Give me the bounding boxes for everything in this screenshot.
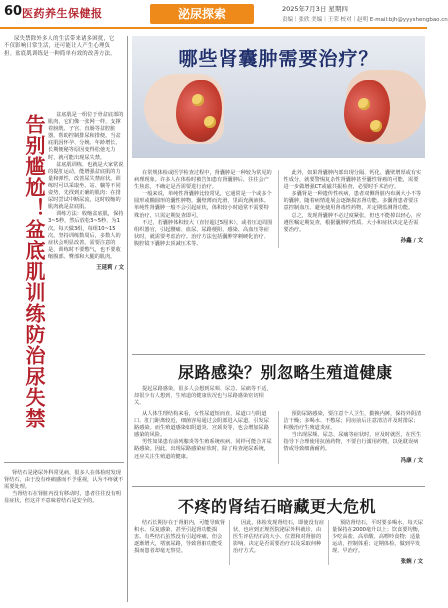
page-number: 60 <box>4 4 23 19</box>
left-headline: 告别尴尬！盆底肌训练防治尿失禁 <box>22 114 46 429</box>
article3-headline: 不疼的肾结石暗藏更大危机 <box>178 497 377 516</box>
left-article <box>4 36 124 460</box>
left-body <box>48 112 124 271</box>
paragraph: 预防肾结石，平时要多喝水，每天尿量保持在2000毫升以上；饮食要均衡，少吃高盐、高草酸、高嘌呤食物；适量运动，控制体重；定期体检，做到早发现、早治疗。 <box>332 520 424 555</box>
paragraph: 训练方法：收缩盆底肌，保持3~5秒，然后放松3~5秒，为1次。每天做3组，每组10~15次。坚持训练数周后，多数人的症状会明显改善。需要注意的是，训练时不要憋气，也不要收缩腹部、臀部和大腿的肌肉。 <box>48 211 124 260</box>
cyst-illustration <box>192 94 204 106</box>
left-intro: 尿失禁除外多人的生活带来诸多困扰，它不仅影响日常生活，还可能让人产生心理负担。盆底肌训练是一种简单有效的改善方法。 <box>4 36 116 57</box>
article2-intro: 提起尿路感染，很多人会想到尿频、尿急、尿痛等不适，却很少有人想到，生殖道的健康状况也与尿路感染密切相关。 <box>134 386 272 407</box>
kidney-illustration <box>344 80 390 142</box>
paragraph: 一般来说，单纯性肾囊肿比较常见，它通常是一个或多个圆形或椭圆形的囊性肿物，囊壁薄而光滑，里面充满液体。单纯性肾囊肿一般不会引起症状，体积较小时通常不需要特殊治疗，只需定期复查即可。 <box>134 191 272 219</box>
paragraph: 总之，发现肾囊肿不必过度紧张，但也不能掉以轻心，应遵医嘱定期复查，根据囊肿的性质、大小和症状决定是否需要治疗。 <box>283 212 422 233</box>
section-divider <box>132 486 425 487</box>
masthead-rule <box>0 27 427 29</box>
cyst-illustration <box>358 98 370 110</box>
section-divider <box>4 462 124 463</box>
masthead <box>0 0 448 34</box>
article2-headline: 尿路感染？别忽略生殖道健康 <box>178 363 393 382</box>
section-title: 泌尿探索 <box>150 4 254 24</box>
paragraph: 盆底肌训练，也就是大家常说的提肛运动，能增强盆底肌的力量和弹性，改善尿失禁症状。训练时可以采取坐、站、躺等不同姿势，先找到正确的肌肉：在排尿时尝试中断尿流，这时收缩的肌肉就是盆底肌。 <box>48 161 124 211</box>
article3-left-column <box>4 470 124 505</box>
paragraph: 当出现尿频、尿急、尿痛等症状时，应及时就医，在医生指导下合理使用抗菌药物，不要自行滥用药物，以免耽误病情或导致细菌耐药。 <box>283 432 422 453</box>
paragraph: 预防尿路感染，要注意个人卫生，勤换内裤，保持外阴清洁干燥；多喝水、不憋尿；同房前后注意清洁并及时排尿；积极治疗生殖道炎症。 <box>283 411 422 432</box>
article3-body <box>134 520 423 565</box>
paragraph: 当肾结石在肾脏内没有移动时，患者往往没有明显症状，但这并不意味着结石是安全的。 <box>4 491 121 505</box>
byline: 王延莉 / 文 <box>96 264 124 271</box>
byline: 孙鑫 / 文 <box>400 237 423 244</box>
hero-illustration <box>132 36 425 158</box>
paragraph: 男性如果患有前列腺炎等生殖系统疾病，同样可能合并尿路感染。因此，出现尿路感染症状时，除了检查泌尿系统，还应关注生殖道的健康。 <box>134 439 272 460</box>
byline: 冯康 / 文 <box>400 457 423 464</box>
paragraph: 多囊肾是一种遗传性疾病，患者双侧肾脏内布满大小不等的囊肿，随着病情进展会逐渐损害肾功能。多囊肾患者要注意控制血压、避免使用肾毒性药物，并定期监测肾功能。 <box>283 191 422 212</box>
paragraph: 在常规体检或医学检查过程中，肾囊肿是一种较为常见的病理现象。许多人在体检时被告知患有肾囊肿后，往往会产生焦虑，不确定是否需要进行治疗。 <box>134 170 272 191</box>
paragraph: 肾结石是泌尿外科常见病，很多人在体检时发现肾结石，由于没有疼痛感而不予重视，认为不疼就不需要处理。 <box>4 470 124 491</box>
section-divider <box>132 354 425 355</box>
paragraph: 盆底肌是一组位于骨盆底部的肌肉，它们像一张网一样，支撑着膀胱、子宫、直肠等盆腔脏器，帮助控制排尿和排便。当盆底肌因怀孕、分娩、年龄增长、长期便秘等原因变得松弛无力时，就可能出现尿失禁。 <box>48 112 124 161</box>
article1-headline: 哪些肾囊肿需要治疗？ <box>178 48 379 70</box>
byline: 张婉 / 文 <box>400 559 423 566</box>
cyst-illustration <box>370 120 382 132</box>
column-divider <box>127 36 128 602</box>
paragraph: 此外，如果肾囊肿内部出现分隔、钙化、囊壁增厚或有实性成分，就要警惕复杂性肾囊肿甚至囊性肾癌的可能，需要进一步做增强CT或磁共振检查，必要时手术治疗。 <box>283 170 422 191</box>
cyst-illustration <box>204 116 216 128</box>
article1-body <box>134 170 423 248</box>
kidney-illustration <box>176 80 222 142</box>
article2-body <box>134 411 423 464</box>
paragraph: 不过，若囊肿体积较大（直径超过5厘米），或者压迫周围组织器官，引起腰痛、血尿、尿路梗阻、感染、高血压等症状时，就需要考虑治疗。治疗方法包括囊肿穿刺硬化治疗、腹腔镜下囊肿去顶减压术等。 <box>134 219 273 247</box>
paragraph: 因此，体检发现肾结石，即使没有症状，也应到正规医院泌尿外科就诊，由医生评估结石的大小、位置和对肾脏的影响，决定是否需要治疗以及采取何种治疗方式。 <box>233 520 325 555</box>
paragraph: 结石长期存在于肾脏内，可能导致肾积水、反复感染，甚至引起肾功能损害。有些结石虽然没有引起疼痛，但会逐渐增大，堵塞尿路，导致肾脏功能受损而患者却毫无察觉。 <box>134 520 226 555</box>
paper-name: 医药养生保健报 <box>22 7 103 20</box>
issue-date: 2025年7月3日 星期四 <box>282 5 348 13</box>
paragraph: 从人体生理结构来看，女性尿道短而直，尿道口与阴道口、肛门距离较近，细菌容易通过会阴部进入尿道，引发尿路感染。而生殖道感染如阴道炎、宫颈炎等，也会增加尿路感染的风险。 <box>134 411 269 439</box>
editor-credits: 责编｜张欣 美编｜王荣 校对｜赵明 E-mail:bjh@yyyshengbao.cn <box>282 17 448 23</box>
